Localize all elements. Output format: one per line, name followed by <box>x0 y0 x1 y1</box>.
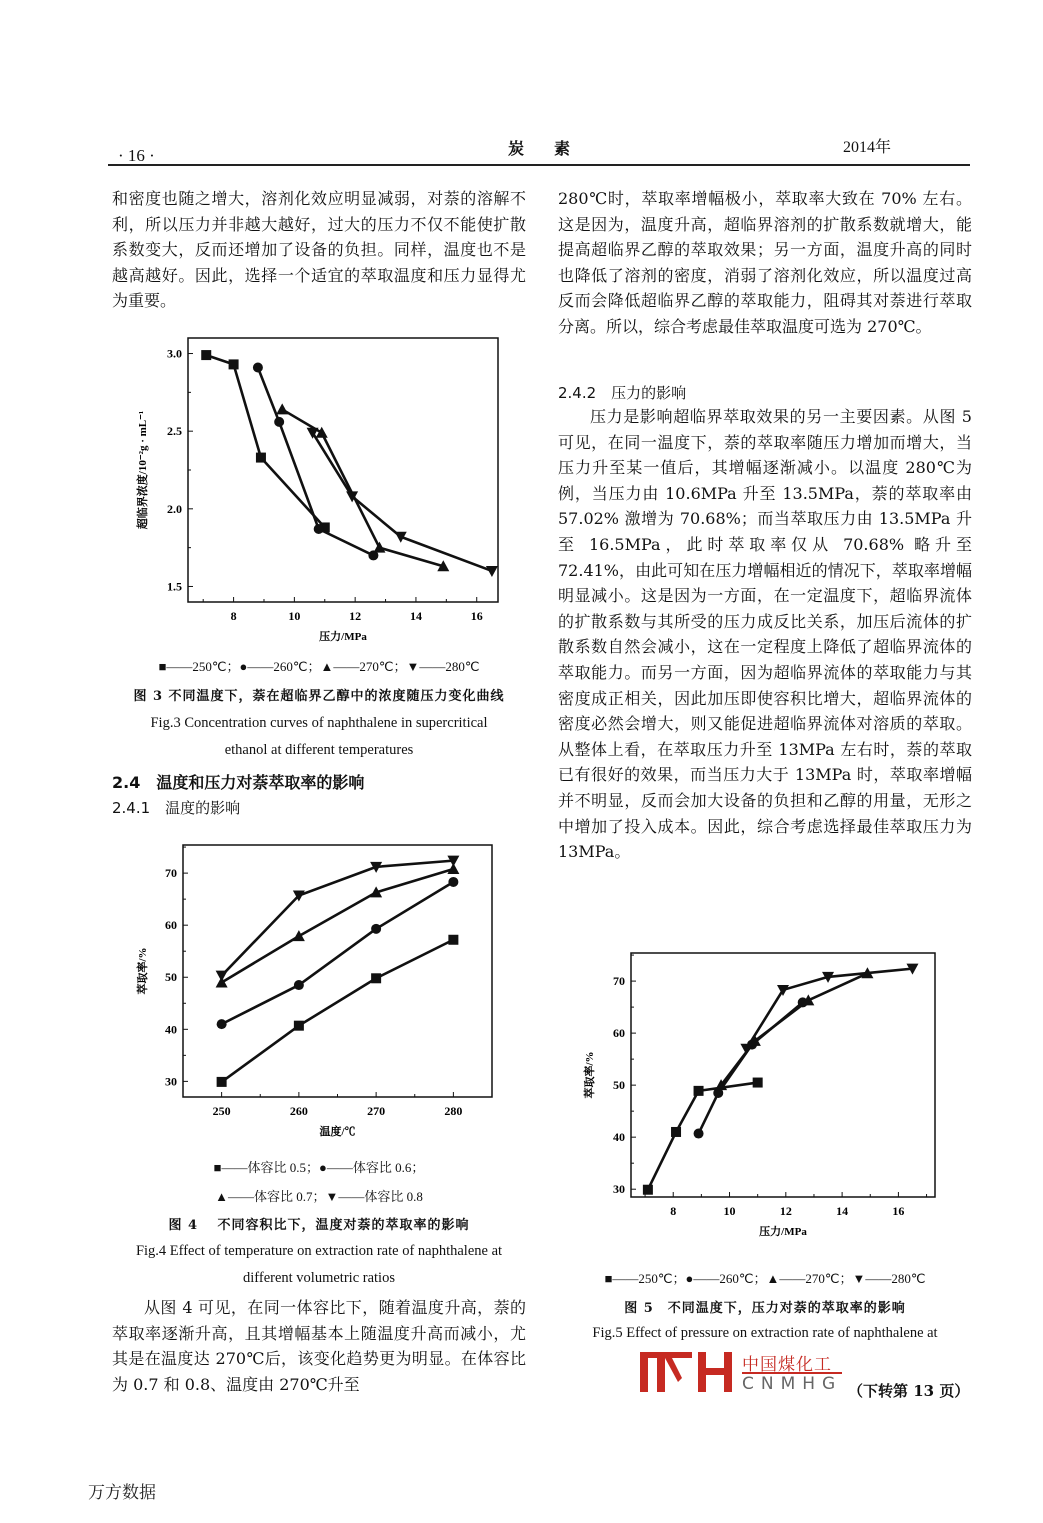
y-tick-label: 30 <box>613 1182 625 1197</box>
x-tick-label: 280 <box>444 1104 463 1118</box>
fig5-caption-en: Fig.5 Effect of pressure on extraction rate of naphthalene at <box>558 1320 972 1347</box>
data-point-square <box>694 1086 704 1096</box>
x-tick-label: 270 <box>367 1104 386 1118</box>
fig4-caption-en-2: different volumetric ratios <box>243 1270 395 1286</box>
data-point-square <box>229 359 239 369</box>
paragraph-text: 和密度也随之增大，溶剂化效应明显减弱，对萘的溶解不利，所以压力并非越大越好，过大的压力不仅不能使扩散系数变大，反而还增加了设备的负担。同样，温度也不是越高越好。因此，选择一个适宜的萃取温度和压力显得尤为重要。 <box>112 189 526 311</box>
section-heading-2-4-2: 2.4.2 压力的影响 <box>558 384 687 402</box>
data-point-square <box>201 350 211 360</box>
series-line <box>313 433 492 571</box>
fig3-caption-cn: 图 3 不同温度下，萘在超临界乙醇中的浓度随压力变化曲线 <box>133 689 505 704</box>
x-axis-label: 压力/MPa <box>319 631 367 643</box>
data-point-circle <box>371 924 381 934</box>
y-tick-label: 60 <box>613 1026 625 1041</box>
paragraph-text: 从图 4 可见，在同一体容比下，随着温度升高，萘的萃取率逐渐升高，且其增幅基本上随温度升高而减小，尤其是在温度达 270℃后，该变化趋势更为明显。在体容比为 0.7 和 0.8、温度由 270℃升至 <box>112 1298 526 1394</box>
x-tick-label: 260 <box>289 1104 308 1118</box>
cnmhg-logo-icon <box>638 1352 738 1392</box>
paragraph-text: 压力是影响超临界萃取效果的另一主要因素。从图 5 可见，在同一温度下，萘的萃取率随压力增加而增大，当压力升至某一值后，其增幅逐渐减小。以温度 280℃为例，当压力由 10.6MPa 升至 13.5MPa，萘的萃取率由 57.02% 激增为 70.68%；而当萃取压力由 13.5MPa 升至 16.5MPa，此时萃取率仅从 70.68% 略升至 72.41%，由此可知在压力增幅相近的情况下，萃取率增幅明显减小。这是因为一方面，在一定温度下，超临界流体的扩散系数与其所受的压力成反比关系，加压后流体的扩散系数自然会减小，这在一定程度上降低了超临界流体的萃取能力。而另一方面，因为超临界流体的萃取能力与其密度成正相关，因此加压即使容积比增大，超临界流体的密度必然会增大，则又能促进超临界流体对溶质的萃取。从整体上看，在萃取压力升至 13MPa 左右时，萘的萃取已有很好的效果，而当压力大于 13MPa 时，萃取率增幅并不明显，反而会加大设备的负担和乙醇的用量，无形之中增加了投入成本。因此，综合考虑选择最佳萃取压力为 13MPa。 <box>558 407 972 862</box>
data-point-circle <box>217 1019 227 1029</box>
y-tick-label: 2.0 <box>167 501 182 516</box>
data-point-square <box>753 1078 763 1088</box>
x-tick-label: 12 <box>349 609 362 623</box>
page-number: · 16 · <box>118 146 155 165</box>
data-point-square <box>217 1077 227 1087</box>
data-point-square <box>371 973 381 983</box>
x-tick-label: 16 <box>470 609 483 623</box>
x-tick-label: 14 <box>836 1204 849 1218</box>
y-tick-label: 3.0 <box>167 346 182 361</box>
fig3-legend: ■——250℃；●——260℃；▲——270℃；▼——280℃ <box>158 659 480 674</box>
paragraph-text: 280℃时，萃取率增幅极小，萃取率大致在 70% 左右。这是因为，温度升高，超临界溶剂的扩散系数就增大，能提高超临界乙醇的萃取效果；另一方面，温度升高的同时也降低了溶剂的密度，消弱了溶剂化效应，所以温度过高反而会降低超临界乙醇的萃取能力，阻碍其对萘进行萃取分离。所以，综合考虑最佳萃取温度可选为 270℃。 <box>558 189 972 336</box>
fig5-legend: ■——250℃；●——260℃；▲——270℃；▼——280℃ <box>604 1271 926 1286</box>
data-point-square <box>643 1185 653 1195</box>
right-paragraph-2 <box>558 404 972 865</box>
data-point-triangle-up <box>373 542 385 553</box>
journal-name: 炭素 <box>508 139 601 158</box>
continued-note: （下转第 13 页） <box>848 1382 970 1400</box>
series-line <box>746 969 912 1049</box>
fig4-caption-en-1: Fig.4 Effect of temperature on extraction rate of naphthalene at <box>135 1243 503 1259</box>
x-tick-label: 10 <box>288 609 301 623</box>
series-circle <box>253 363 378 561</box>
data-point-circle <box>314 524 324 534</box>
data-point-circle <box>274 417 284 427</box>
watermark-text-en: CNMHG <box>742 1374 843 1394</box>
data-point-square <box>448 935 458 945</box>
data-point-square <box>256 453 266 463</box>
fig3-chart <box>128 330 518 650</box>
journal-year: 2014年 <box>843 139 892 156</box>
header-rule <box>108 164 970 166</box>
left-paragraph-top <box>112 186 526 314</box>
series-triangle-down <box>740 964 918 1055</box>
data-point-triangle-up <box>293 930 305 941</box>
data-point-square <box>294 1021 304 1031</box>
y-tick-label: 70 <box>165 866 177 881</box>
y-tick-label: 50 <box>613 1078 625 1093</box>
y-tick-label: 2.5 <box>167 424 182 439</box>
section-heading-2-4-1: 2.4.1 温度的影响 <box>112 799 241 817</box>
data-point-circle <box>694 1129 704 1139</box>
data-point-triangle-up <box>276 403 288 414</box>
data-point-square <box>671 1127 681 1137</box>
fig5-chart <box>575 945 955 1255</box>
watermark-logo <box>638 1352 738 1392</box>
y-axis-label: 超临界浓度/10⁻²g · mL⁻¹ <box>137 410 149 530</box>
data-point-triangle-down <box>486 566 498 577</box>
y-axis-label: 萃取率/% <box>137 947 149 995</box>
left-paragraph-bottom <box>112 1295 526 1397</box>
plot-frame <box>188 338 498 602</box>
fig4-legend-2: ▲——体容比 0.7；▼——体容比 0.8 <box>215 1189 423 1204</box>
x-tick-label: 250 <box>212 1104 231 1118</box>
data-point-circle <box>294 980 304 990</box>
fig3-caption-en-2: ethanol at different temperatures <box>224 742 414 758</box>
right-paragraph-1 <box>558 186 972 340</box>
watermark-text-cn: 中国煤化工 <box>742 1355 832 1375</box>
x-tick-label: 8 <box>670 1204 677 1218</box>
x-axis-label: 压力/MPa <box>759 1226 807 1238</box>
series-line <box>699 1002 803 1133</box>
y-tick-label: 30 <box>165 1074 177 1089</box>
fig3-caption-en-1: Fig.3 Concentration curves of naphthalene in supercritical <box>150 715 488 731</box>
y-tick-label: 70 <box>613 974 625 989</box>
series-line <box>721 973 867 1085</box>
x-tick-label: 8 <box>230 609 237 623</box>
series-circle <box>217 877 459 1029</box>
y-tick-label: 40 <box>613 1130 625 1145</box>
y-tick-label: 1.5 <box>167 579 182 594</box>
series-line <box>222 869 454 983</box>
x-tick-label: 14 <box>409 609 422 623</box>
x-tick-label: 12 <box>779 1204 792 1218</box>
x-tick-label: 16 <box>892 1204 905 1218</box>
fig5-caption-cn: 图 5 不同温度下，压力对萘的萃取率的影响 <box>624 1301 906 1316</box>
x-axis-label: 温度/℃ <box>319 1126 356 1138</box>
fig4-legend-1: ■——体容比 0.5；●——体容比 0.6； <box>213 1160 425 1175</box>
y-tick-label: 60 <box>165 918 177 933</box>
series-circle <box>694 997 808 1138</box>
data-point-circle <box>253 363 263 373</box>
y-tick-label: 50 <box>165 970 177 985</box>
series-line <box>206 355 325 527</box>
fig4-chart <box>128 835 518 1145</box>
plot-frame <box>183 845 492 1097</box>
fig4-caption-cn: 图 4 不同容积比下，温度对萘的萃取率的影响 <box>168 1218 470 1233</box>
data-point-circle <box>448 877 458 887</box>
section-heading-2-4: 2.4 温度和压力对萘萃取率的影响 <box>112 773 365 792</box>
footer-source: 万方数据 <box>88 1483 156 1503</box>
y-tick-label: 40 <box>165 1022 177 1037</box>
y-axis-label: 萃取率/% <box>584 1051 596 1099</box>
x-tick-label: 10 <box>723 1204 736 1218</box>
